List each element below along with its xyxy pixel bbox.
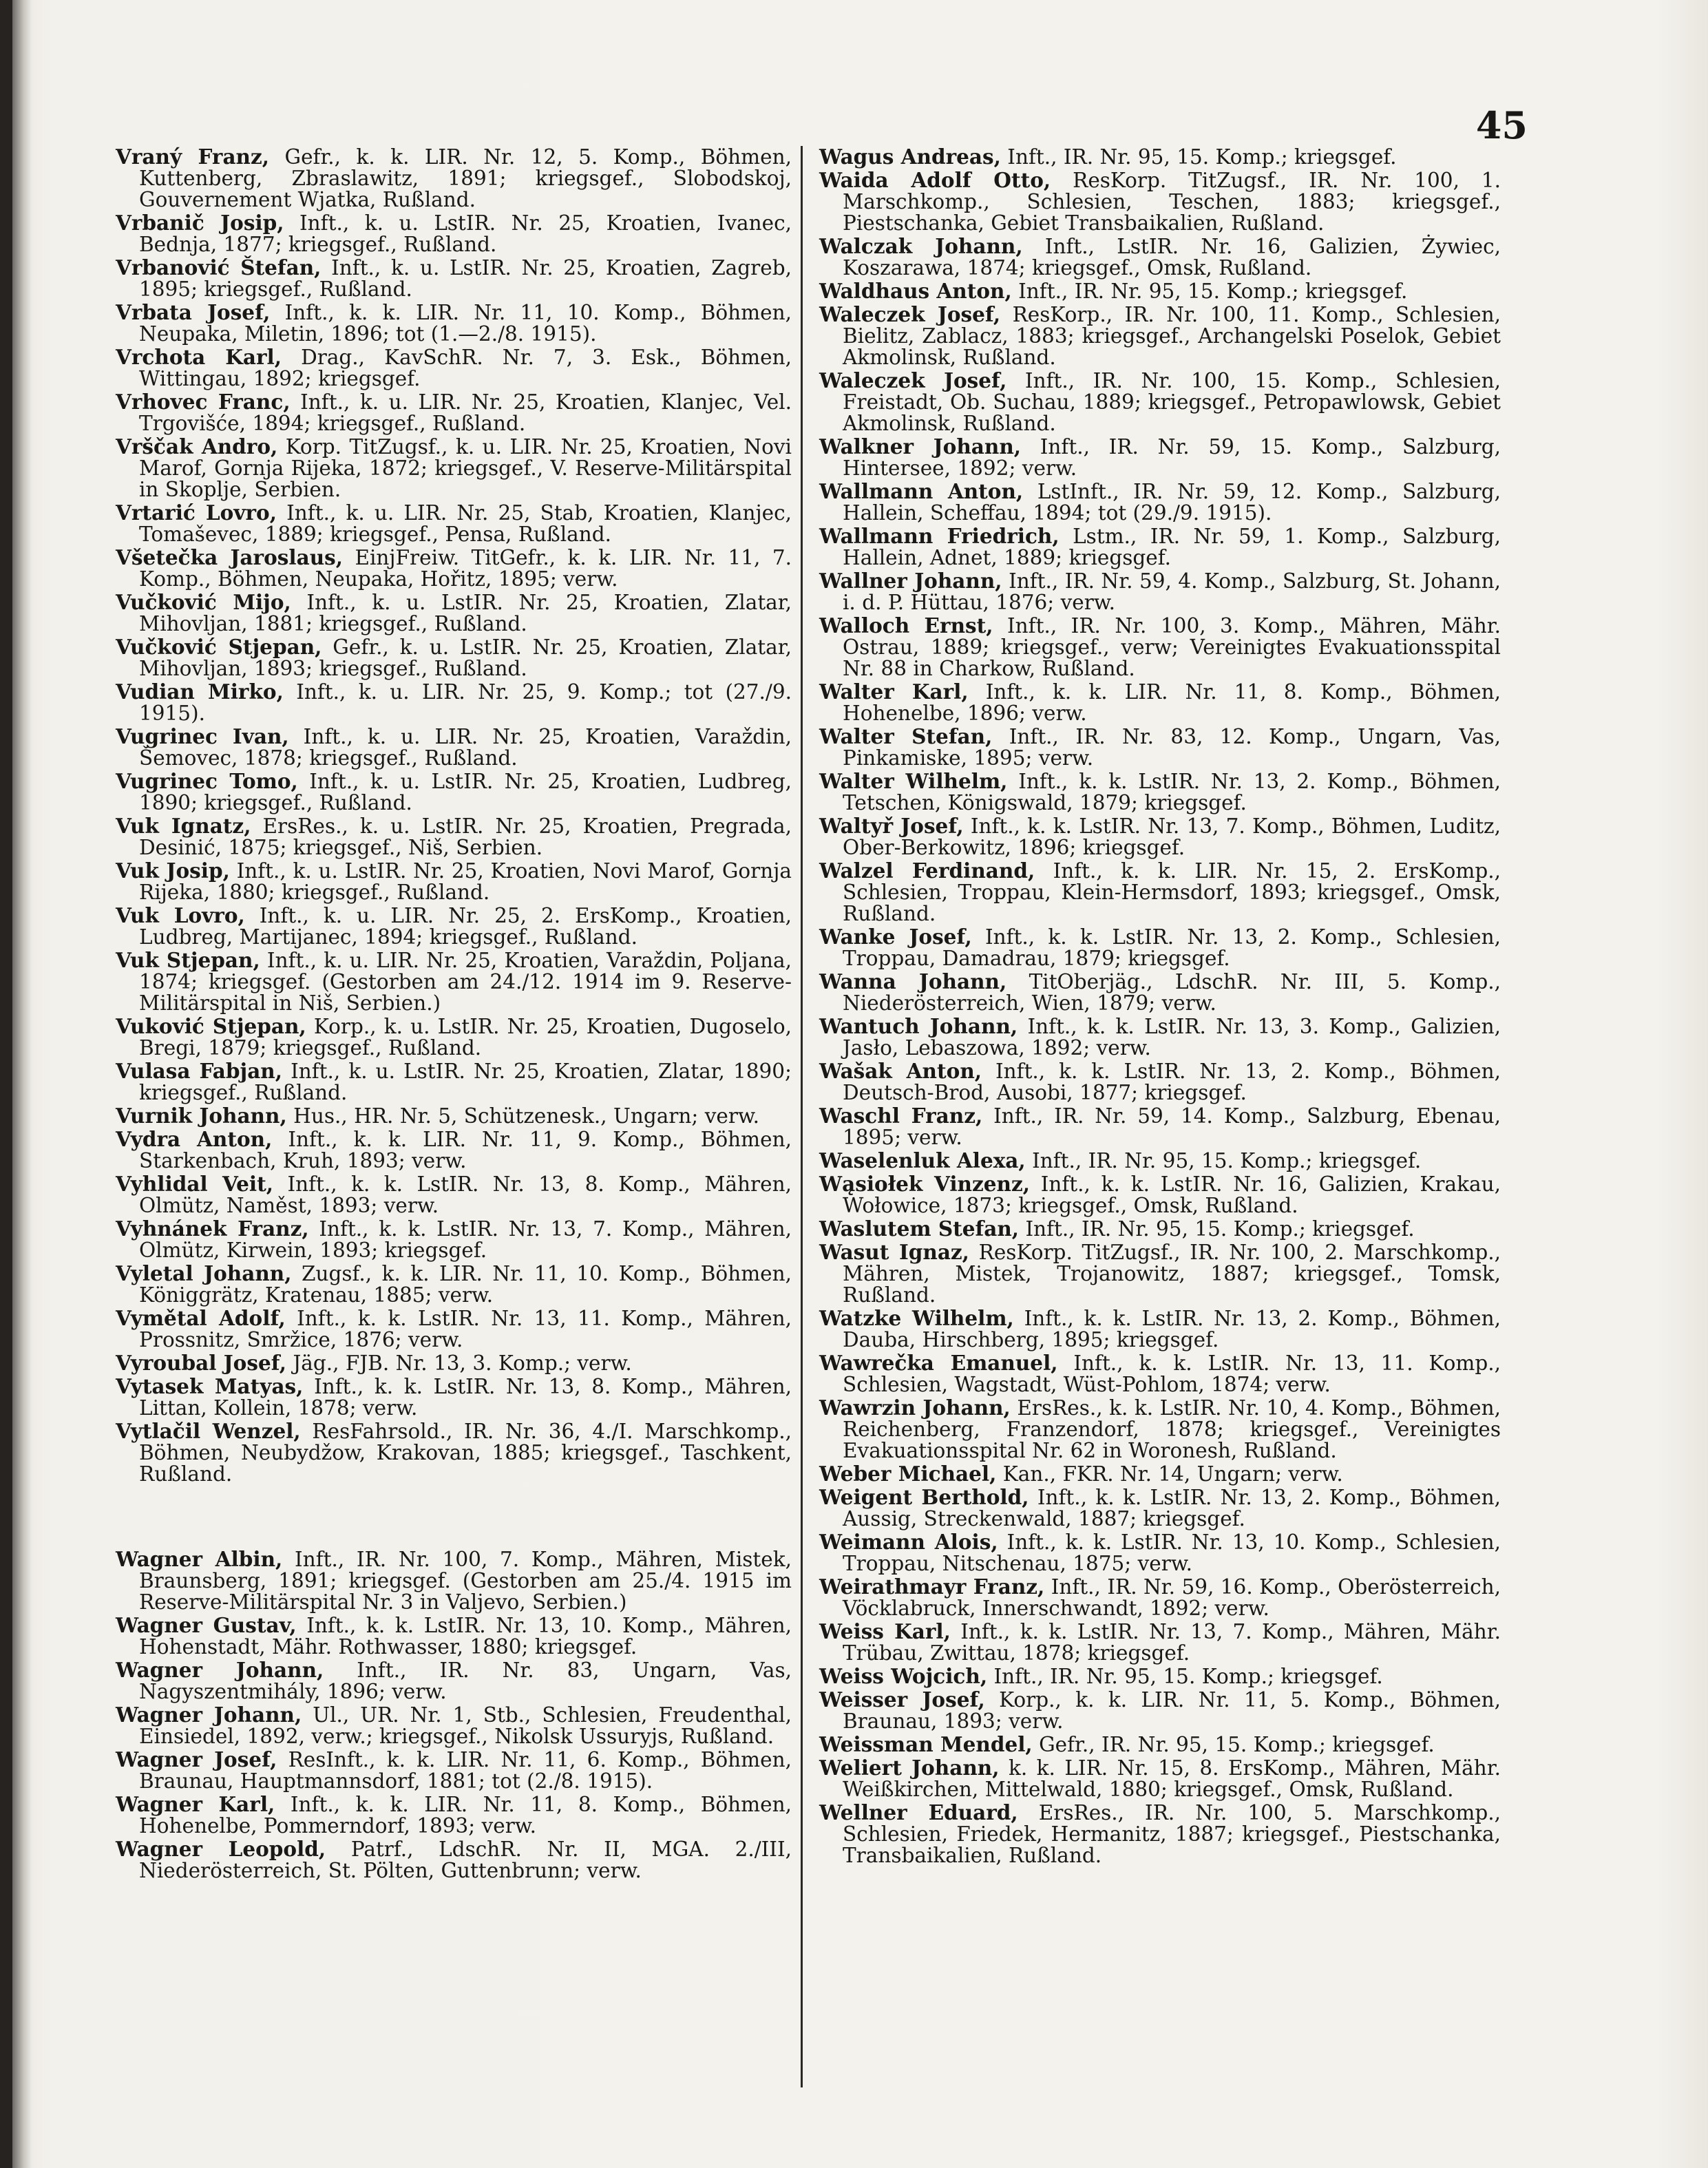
entry-details: Inft., k. k. LstIR. Nr. 13, 11. Komp., Schlesien, Wagstadt, Wüst-Pohlom, 1874; verw. bbox=[843, 1351, 1501, 1396]
entry-name: Wawrečka Emanuel, bbox=[819, 1351, 1058, 1375]
register-entry bbox=[116, 815, 792, 859]
left-column bbox=[116, 146, 792, 1883]
entry-details: Inft., k. k. LstIR. Nr. 13, 2. Komp., Böhmen, Dauba, Hirschberg, 1895; kriegsgef. bbox=[843, 1307, 1501, 1351]
entry-name: Vučković Mijo, bbox=[116, 590, 291, 614]
entry-details: Inft., k. u. LstIR. Nr. 25, Kroatien, Zlatar, Mihovljan, 1881; kriegsgef., Rußland. bbox=[139, 591, 792, 635]
entry-name: Walczak Johann, bbox=[819, 234, 1023, 258]
entry-details: Inft., k. u. LIR. Nr. 25, Kroatien, Varaždin, Poljana, 1874; kriegsgef. (Gestorben am 24./12. 1914 im 9. Reserve-Militärspital in Niš, Serbien.) bbox=[139, 949, 792, 1015]
entry-details: Inft., k. k. LstIR. Nr. 13, 11. Komp., Mähren, Prossnitz, Smržice, 1876; verw. bbox=[139, 1307, 792, 1351]
entry-name: Walter Wilhelm, bbox=[819, 769, 1008, 793]
entry-details: Inft., k. k. LIR. Nr. 15, 2. ErsKomp., Schlesien, Troppau, Klein-Hermsdorf, 1893; kriegsgef., Omsk, Rußland. bbox=[843, 859, 1501, 925]
entry-details: Zugsf., k. k. LIR. Nr. 11, 10. Komp., Böhmen, Königgrätz, Kratenau, 1885; verw. bbox=[139, 1262, 792, 1307]
register-entry bbox=[819, 726, 1501, 769]
register-entry bbox=[819, 926, 1501, 969]
register-entry bbox=[116, 1793, 792, 1837]
register-entry bbox=[116, 391, 792, 434]
register-entry bbox=[116, 636, 792, 680]
entry-name: Vyroubal Josef, bbox=[116, 1351, 287, 1375]
entry-name: Vyhlidal Veit, bbox=[116, 1172, 274, 1196]
page-number: 45 bbox=[1475, 103, 1528, 147]
register-entry bbox=[819, 1689, 1501, 1732]
register-entry bbox=[819, 1241, 1501, 1306]
entry-name: Vrhovec Franc, bbox=[116, 390, 291, 414]
entry-details: Inft., IR. Nr. 83, 12. Komp., Ungarn, Vas, Pinkamiske, 1895; verw. bbox=[843, 725, 1501, 770]
entry-name: Wašak Anton, bbox=[819, 1059, 982, 1083]
entry-name: Wagus Andreas, bbox=[819, 145, 1001, 169]
register-entry bbox=[819, 235, 1501, 279]
entry-details: k. k. LIR. Nr. 15, 8. ErsKomp., Mähren, Mähr. Weißkirchen, Mittelwald, 1880; kriegsgef., Omsk, Rußland. bbox=[843, 1756, 1501, 1801]
entry-details: Patrf., LdschR. Nr. II, MGA. 2./III, Niederösterreich, St. Pölten, Guttenbrunn; verw. bbox=[139, 1838, 792, 1882]
register-entry bbox=[116, 1128, 792, 1172]
entry-details: Inft., k. u. LstIR. Nr. 25, Kroatien, Ludbreg, 1890; kriegsgef., Rußland. bbox=[139, 770, 792, 814]
register-entry bbox=[116, 770, 792, 814]
entry-details: Inft., k. k. LstIR. Nr. 13, 2. Komp., Böhmen, Aussig, Streckenwald, 1887; kriegsgef. bbox=[843, 1486, 1501, 1530]
register-entry bbox=[819, 1173, 1501, 1217]
entry-name: Vudian Mirko, bbox=[116, 680, 284, 704]
register-entry bbox=[819, 1218, 1501, 1240]
register-entry bbox=[819, 1531, 1501, 1575]
register-entry bbox=[819, 1757, 1501, 1800]
register-entry bbox=[116, 591, 792, 635]
register-entry bbox=[116, 302, 792, 345]
entry-name: Vrbanič Josip, bbox=[116, 211, 284, 235]
entry-details: Inft., k. u. LstIR. Nr. 25, Kroatien, Novi Marof, Gornja Rijeka, 1880; kriegsgef., Rußland. bbox=[139, 859, 792, 904]
entry-name: Weisser Josef, bbox=[819, 1687, 985, 1712]
register-entry bbox=[116, 905, 792, 948]
entry-details: Inft., k. k. LIR. Nr. 11, 8. Komp., Böhmen, Hohenelbe, 1896; verw. bbox=[843, 680, 1501, 725]
register-entry bbox=[116, 1420, 792, 1485]
entry-details: Inft., IR. Nr. 59, 16. Komp., Oberösterreich, Vöcklabruck, Innerschwandt, 1892; verw. bbox=[843, 1575, 1501, 1620]
register-entry bbox=[116, 1352, 792, 1374]
entry-name: Walzel Ferdinand, bbox=[819, 859, 1035, 883]
register-entry bbox=[116, 1614, 792, 1658]
entry-name: Waida Adolf Otto, bbox=[819, 168, 1051, 192]
entry-name: Vuković Stjepan, bbox=[116, 1014, 306, 1038]
entry-details: Inft., IR. Nr. 95, 15. Komp.; kriegsgef. bbox=[1007, 145, 1397, 169]
entry-name: Wagner Johann, bbox=[116, 1703, 302, 1727]
register-entry bbox=[819, 1307, 1501, 1351]
entry-details: TitOberjäg., LdschR. Nr. III, 5. Komp., Niederösterreich, Wien, 1879; verw. bbox=[843, 970, 1501, 1015]
entry-name: Vuk Stjepan, bbox=[116, 948, 260, 972]
register-entry bbox=[116, 1659, 792, 1703]
entry-details: ResFahrsold., IR. Nr. 36, 4./I. Marschkomp., Böhmen, Neubydžow, Krakovan, 1885; kriegsgef., Taschkent, Rußland. bbox=[139, 1420, 792, 1486]
register-entry bbox=[819, 1105, 1501, 1148]
register-entry bbox=[819, 570, 1501, 613]
entry-name: Waslutem Stefan, bbox=[819, 1217, 1020, 1241]
register-entry bbox=[819, 971, 1501, 1014]
register-entry bbox=[819, 770, 1501, 814]
register-entry bbox=[116, 949, 792, 1014]
entry-name: Wallmann Anton, bbox=[819, 479, 1024, 503]
entry-name: Wąsiołek Vinzenz, bbox=[819, 1172, 1030, 1196]
register-entry bbox=[116, 257, 792, 300]
entry-details: ResInft., k. k. LIR. Nr. 11, 6. Komp., Böhmen, Braunau, Hauptmannsdorf, 1881; tot (2./8. 1915). bbox=[139, 1748, 792, 1793]
register-entry bbox=[819, 280, 1501, 302]
entry-name: Vučković Stjepan, bbox=[116, 635, 322, 659]
entry-details: Inft., IR. Nr. 59, 14. Komp., Salzburg, Ebenau, 1895; verw. bbox=[843, 1104, 1501, 1149]
entry-name: Wellner Eduard, bbox=[819, 1800, 1018, 1824]
register-entry bbox=[819, 146, 1501, 168]
register-entry bbox=[116, 436, 792, 501]
entry-details: Gefr., k. u. LstIR. Nr. 25, Kroatien, Zlatar, Mihovljan, 1893; kriegsgef., Rußland. bbox=[139, 635, 792, 680]
entry-details: Inft., k. k. LstIR. Nr. 13, 2. Komp., Böhmen, Tetschen, Königswald, 1879; kriegsgef. bbox=[843, 770, 1501, 814]
entry-details: Inft., k. k. LstIR. Nr. 13, 10. Komp., Mähren, Hohenstadt, Mähr. Rothwasser, 1880; kriegsgef. bbox=[139, 1614, 792, 1659]
entry-name: Wagner Josef, bbox=[116, 1747, 277, 1771]
entry-details: Korp. TitZugsf., k. u. LIR. Nr. 25, Kroatien, Novi Marof, Gornja Rijeka, 1872; kriegsgef., V. Reserve-Militärspital in Skoplje, Serbien. bbox=[139, 435, 792, 501]
entry-details: Inft., k. k. LstIR. Nr. 13, 10. Komp., Schlesien, Troppau, Nitschenau, 1875; verw. bbox=[843, 1530, 1501, 1575]
register-entry bbox=[819, 1015, 1501, 1059]
section-gap bbox=[116, 1486, 792, 1548]
entry-name: Waleczek Josef, bbox=[819, 368, 1007, 392]
entry-details: EinjFreiw. TitGefr., k. k. LIR. Nr. 11, 7. Komp., Böhmen, Neupaka, Hořitz, 1895; verw. bbox=[139, 546, 792, 591]
register-entry bbox=[116, 146, 792, 211]
register-entry bbox=[819, 481, 1501, 524]
entry-details: Inft., IR. Nr. 95, 15. Komp.; kriegsgef. bbox=[1032, 1149, 1422, 1172]
entry-name: Weigent Berthold, bbox=[819, 1485, 1029, 1509]
entry-name: Vuk Josip, bbox=[116, 859, 230, 883]
entry-name: Wallmann Friedrich, bbox=[819, 524, 1059, 548]
entry-details: Inft., k. u. LstIR. Nr. 25, Kroatien, Zagreb, 1895; kriegsgef., Rußland. bbox=[139, 256, 792, 301]
entry-details: Gefr., IR. Nr. 95, 15. Komp.; kriegsgef. bbox=[1039, 1733, 1435, 1756]
register-entry bbox=[819, 1463, 1501, 1485]
entry-details: ErsRes., k. k. LstIR. Nr. 10, 4. Komp., Böhmen, Reichenberg, Franzendorf, 1878; kriegsgef., Vereinigtes Evakuationsspital Nr. 62 in Woronesh, Rußland. bbox=[843, 1396, 1501, 1462]
entry-name: Vrchota Karl, bbox=[116, 345, 282, 369]
entry-name: Weber Michael, bbox=[819, 1462, 997, 1486]
entry-details: Inft., IR. Nr. 100, 3. Komp., Mähren, Mähr. Ostrau, 1889; kriegsgef., verw; Vereinigtes Evakuationsspital Nr. 88 in Charkow, Rußland. bbox=[843, 614, 1501, 680]
register-entry bbox=[819, 1621, 1501, 1664]
entry-details: Korp., k. k. LIR. Nr. 11, 5. Komp., Böhmen, Braunau, 1893; verw. bbox=[843, 1688, 1501, 1733]
register-entry bbox=[819, 525, 1501, 569]
entry-name: Waltyř Josef, bbox=[819, 814, 964, 838]
gutter-shadow bbox=[12, 0, 32, 2168]
entry-details: Inft., k. k. LIR. Nr. 11, 10. Komp., Böhmen, Neupaka, Miletin, 1896; tot (1.—2./8. 1915). bbox=[139, 301, 792, 346]
entry-details: Ul., UR. Nr. 1, Stb., Schlesien, Freudenthal, Einsiedel, 1892, verw.; kriegsgef., Nikolsk Ussuryjs, Rußland. bbox=[139, 1703, 792, 1748]
entry-name: Wanna Johann, bbox=[819, 969, 1007, 993]
entry-name: Vydra Anton, bbox=[116, 1127, 273, 1151]
book-spine bbox=[0, 0, 12, 2168]
entry-details: ErsRes., IR. Nr. 100, 5. Marschkomp., Schlesien, Friedek, Hermanitz, 1887; kriegsgef., Piestschanka, Transbaikalien, Rußland. bbox=[843, 1801, 1501, 1867]
entry-name: Weliert Johann, bbox=[819, 1756, 1000, 1780]
register-entry bbox=[819, 436, 1501, 479]
entry-details: Inft., k. k. LIR. Nr. 11, 9. Komp., Böhmen, Starkenbach, Kruh, 1893; verw. bbox=[139, 1128, 792, 1172]
entry-details: Hus., HR. Nr. 5, Schützenesk., Ungarn; verw. bbox=[293, 1104, 760, 1128]
entry-details: Inft., k. k. LstIR. Nr. 13, 2. Komp., Schlesien, Troppau, Damadrau, 1879; kriegsgef. bbox=[843, 925, 1501, 970]
entry-name: Wagner Gustav, bbox=[116, 1613, 297, 1637]
entry-name: Wallner Johann, bbox=[819, 569, 1002, 593]
register-entry bbox=[819, 1665, 1501, 1687]
register-entry bbox=[819, 1576, 1501, 1619]
entry-details: Jäg., FJB. Nr. 13, 3. Komp.; verw. bbox=[293, 1351, 632, 1375]
register-entry bbox=[116, 1307, 792, 1351]
entry-name: Walter Karl, bbox=[819, 680, 969, 704]
register-entry bbox=[116, 1105, 792, 1127]
entry-details: Inft., IR. Nr. 95, 15. Komp.; kriegsgef. bbox=[1025, 1217, 1415, 1241]
register-entry bbox=[116, 1263, 792, 1306]
entry-name: Vyletal Johann, bbox=[116, 1261, 292, 1285]
register-entry bbox=[116, 1060, 792, 1104]
entry-details: Inft., k. u. LstIR. Nr. 25, Kroatien, Zlatar, 1890; kriegsgef., Rußland. bbox=[139, 1060, 792, 1104]
entry-name: Weissman Mendel, bbox=[819, 1732, 1033, 1756]
entry-name: Vyhnánek Franz, bbox=[116, 1217, 309, 1241]
right-column-section-w bbox=[819, 146, 1501, 1866]
entry-name: Waleczek Josef, bbox=[819, 302, 1001, 326]
column-divider bbox=[801, 146, 803, 2087]
entry-details: Inft., k. k. LstIR. Nr. 13, 7. Komp., Mähren, Mähr. Trübau, Zwittau, 1878; kriegsgef. bbox=[843, 1620, 1501, 1665]
entry-details: Inft., k. k. LstIR. Nr. 13, 2. Komp., Böhmen, Deutsch-Brod, Ausobi, 1877; kriegsgef. bbox=[843, 1060, 1501, 1104]
entry-name: Walloch Ernst, bbox=[819, 613, 993, 638]
register-entry bbox=[116, 346, 792, 390]
register-entry bbox=[116, 1749, 792, 1792]
register-entry bbox=[116, 547, 792, 590]
entry-details: Inft., IR. Nr. 100, 7. Komp., Mähren, Mistek, Braunsberg, 1891; kriegsgef. (Gestorben am 25./4. 1915 im Reserve-Militärspital Nr. 3 in Valjevo, Serbien.) bbox=[139, 1548, 792, 1614]
entry-details: Inft., IR. Nr. 95, 15. Komp.; kriegsgef. bbox=[993, 1665, 1383, 1688]
entry-details: Drag., KavSchR. Nr. 7, 3. Esk., Böhmen, Wittingau, 1892; kriegsgef. bbox=[139, 346, 792, 390]
entry-name: Vrbanović Štefan, bbox=[116, 255, 321, 280]
register-entry bbox=[819, 1150, 1501, 1172]
register-entry bbox=[819, 1486, 1501, 1530]
entry-name: Vytasek Matyas, bbox=[116, 1374, 304, 1398]
right-column bbox=[819, 146, 1501, 1868]
entry-details: Inft., k. u. LIR. Nr. 25, 9. Komp.; tot (27./9. 1915). bbox=[139, 680, 792, 725]
entry-details: Inft., IR. Nr. 59, 15. Komp., Salzburg, Hintersee, 1892; verw. bbox=[843, 435, 1501, 480]
entry-name: Wanke Josef, bbox=[819, 925, 972, 949]
entry-name: Vulasa Fabjan, bbox=[116, 1059, 283, 1083]
entry-details: Inft., k. k. LstIR. Nr. 13, 7. Komp., Mähren, Olmütz, Kirwein, 1893; kriegsgef. bbox=[139, 1217, 792, 1262]
entry-name: Vraný Franz, bbox=[116, 145, 270, 169]
entry-name: Vymětal Adolf, bbox=[116, 1306, 286, 1330]
register-entry bbox=[116, 1838, 792, 1882]
entry-details: Kan., FKR. Nr. 14, Ungarn; verw. bbox=[1002, 1462, 1343, 1486]
register-entry bbox=[819, 1352, 1501, 1396]
entry-details: ErsRes., k. u. LstIR. Nr. 25, Kroatien, Pregrada, Desinić, 1875; kriegsgef., Niš, Serbien. bbox=[139, 814, 792, 859]
entry-name: Walkner Johann, bbox=[819, 434, 1022, 459]
entry-name: Wagner Leopold, bbox=[116, 1837, 326, 1861]
entry-details: Inft., LstIR. Nr. 16, Galizien, Żywiec, Koszarawa, 1874; kriegsgef., Omsk, Rußland. bbox=[843, 235, 1501, 280]
register-entry bbox=[819, 304, 1501, 368]
entry-details: LstInft., IR. Nr. 59, 12. Komp., Salzburg, Hallein, Scheffau, 1894; tot (29./9. 1915). bbox=[843, 480, 1501, 525]
entry-name: Vytlačil Wenzel, bbox=[116, 1419, 301, 1443]
entry-name: Vrščak Andro, bbox=[116, 434, 278, 459]
left-column-section-v bbox=[116, 146, 792, 1485]
entry-details: Inft., k. k. LstIR. Nr. 13, 3. Komp., Galizien, Jasło, Lebaszowa, 1892; verw. bbox=[843, 1015, 1501, 1060]
register-entry bbox=[116, 1376, 792, 1419]
entry-name: Wantuch Johann, bbox=[819, 1014, 1018, 1038]
entry-name: Wagner Karl, bbox=[116, 1792, 275, 1816]
entry-name: Wagner Johann, bbox=[116, 1658, 324, 1682]
entry-name: Watzke Wilhelm, bbox=[819, 1306, 1014, 1330]
entry-name: Vugrinec Ivan, bbox=[116, 724, 289, 748]
register-entry bbox=[116, 860, 792, 903]
entry-name: Waselenluk Alexa, bbox=[819, 1148, 1026, 1172]
entry-name: Waschl Franz, bbox=[819, 1104, 983, 1128]
entry-details: ResKorp. TitZugsf., IR. Nr. 100, 1. Marschkomp., Schlesien, Teschen, 1883; kriegsgef., Piestschanka, Gebiet Transbaikalien, Rußland. bbox=[843, 169, 1501, 235]
entry-details: Inft., k. k. LstIR. Nr. 13, 7. Komp., Böhmen, Luditz, Ober-Berkowitz, 1896; kriegsgef. bbox=[843, 814, 1501, 859]
register-entry bbox=[116, 1704, 792, 1747]
register-entry bbox=[819, 169, 1501, 234]
entry-name: Wawrzin Johann, bbox=[819, 1396, 1011, 1420]
entry-name: Vrbata Josef, bbox=[116, 300, 271, 324]
register-entry bbox=[819, 860, 1501, 925]
entry-name: Všetečka Jaroslaus, bbox=[116, 545, 344, 569]
entry-details: Inft., k. u. LstIR. Nr. 25, Kroatien, Ivanec, Bednja, 1877; kriegsgef., Rußland. bbox=[139, 211, 792, 256]
register-entry bbox=[116, 1173, 792, 1217]
register-entry bbox=[116, 726, 792, 769]
register-entry bbox=[116, 212, 792, 255]
entry-details: Inft., k. k. LstIR. Nr. 16, Galizien, Krakau, Wołowice, 1873; kriegsgef., Omsk, Rußland. bbox=[843, 1172, 1501, 1217]
left-column-section-wagner bbox=[116, 1548, 792, 1882]
entry-details: Gefr., k. k. LIR. Nr. 12, 5. Komp., Böhmen, Kuttenberg, Zbraslawitz, 1891; kriegsgef., Slobodskoj, Gouvernement Wjatka, Rußland. bbox=[139, 145, 792, 211]
register-entry bbox=[819, 1734, 1501, 1756]
register-entry bbox=[819, 615, 1501, 680]
register-entry bbox=[819, 1802, 1501, 1866]
entry-details: ResKorp. TitZugsf., IR. Nr. 100, 2. Marschkomp., Mähren, Mistek, Trojanowitz, 1887; kriegsgef., Tomsk, Rußland. bbox=[843, 1241, 1501, 1307]
entry-name: Vugrinec Tomo, bbox=[116, 769, 298, 793]
entry-name: Vuk Lovro, bbox=[116, 903, 245, 927]
register-entry bbox=[819, 370, 1501, 434]
entry-name: Vuk Ignatz, bbox=[116, 814, 251, 838]
entry-name: Vrtarić Lovro, bbox=[116, 501, 277, 525]
register-entry bbox=[819, 815, 1501, 859]
entry-name: Wasut Ignaz, bbox=[819, 1240, 969, 1264]
entry-details: Korp., k. u. LstIR. Nr. 25, Kroatien, Dugoselo, Bregi, 1879; kriegsgef., Rußland. bbox=[139, 1015, 792, 1060]
entry-details: Inft., IR. Nr. 100, 15. Komp., Schlesien, Freistadt, Ob. Suchau, 1889; kriegsgef., Petropawlowsk, Gebiet Akmolinsk, Rußland. bbox=[843, 369, 1501, 435]
entry-name: Weirathmayr Franz, bbox=[819, 1575, 1045, 1599]
register-entry bbox=[116, 1548, 792, 1613]
register-entry bbox=[116, 1015, 792, 1059]
entry-details: Inft., IR. Nr. 59, 4. Komp., Salzburg, St. Johann, i. d. P. Hüttau, 1876; verw. bbox=[843, 569, 1501, 614]
entry-name: Weimann Alois, bbox=[819, 1530, 998, 1554]
register-entry bbox=[819, 1397, 1501, 1462]
entry-details: Inft., k. u. LIR. Nr. 25, 2. ErsKomp., Kroatien, Ludbreg, Martijanec, 1894; kriegsgef., Rußland. bbox=[139, 904, 792, 949]
register-entry bbox=[819, 681, 1501, 724]
entry-details: Inft., k. u. LIR. Nr. 25, Stab, Kroatien, Klanjec, Tomaševec, 1889; kriegsgef., Pensa, Rußland. bbox=[139, 501, 792, 546]
entry-details: ResKorp., IR. Nr. 100, 11. Komp., Schlesien, Bielitz, Zablacz, 1883; kriegsgef., Archangelski Poselok, Gebiet Akmolinsk, Rußland. bbox=[843, 303, 1501, 369]
entry-name: Walter Stefan, bbox=[819, 724, 993, 748]
entry-details: Inft., k. k. LstIR. Nr. 13, 8. Komp., Mähren, Littan, Kollein, 1878; verw. bbox=[139, 1375, 792, 1420]
entry-details: Inft., k. k. LstIR. Nr. 13, 8. Komp., Mähren, Olmütz, Naměst, 1893; verw. bbox=[139, 1172, 792, 1217]
entry-name: Weiss Wojcich, bbox=[819, 1664, 988, 1688]
entry-details: Inft., k. k. LIR. Nr. 11, 8. Komp., Böhmen, Hohenelbe, Pommerndorf, 1893; verw. bbox=[139, 1793, 792, 1838]
entry-name: Waldhaus Anton, bbox=[819, 279, 1012, 303]
entry-details: Lstm., IR. Nr. 59, 1. Komp., Salzburg, Hallein, Adnet, 1889; kriegsgef. bbox=[843, 525, 1501, 569]
register-entry bbox=[116, 1218, 792, 1261]
entry-details: Inft., IR. Nr. 95, 15. Komp.; kriegsgef. bbox=[1018, 280, 1408, 303]
entry-name: Weiss Karl, bbox=[819, 1619, 951, 1643]
entry-details: Inft., IR. Nr. 83, Ungarn, Vas, Nagyszentmihály, 1896; verw. bbox=[139, 1659, 792, 1703]
entry-details: Inft., k. u. LIR. Nr. 25, Kroatien, Klanjec, Vel. Trgovišće, 1894; kriegsgef., Rußland. bbox=[139, 390, 792, 435]
register-entry bbox=[819, 1060, 1501, 1104]
register-entry bbox=[116, 681, 792, 724]
register-entry bbox=[116, 502, 792, 545]
entry-details: Inft., k. u. LIR. Nr. 25, Kroatien, Varaždin, Šemovec, 1878; kriegsgef., Rußland. bbox=[139, 725, 792, 770]
entry-name: Wagner Albin, bbox=[116, 1547, 283, 1571]
entry-name: Vurnik Johann, bbox=[116, 1104, 287, 1128]
